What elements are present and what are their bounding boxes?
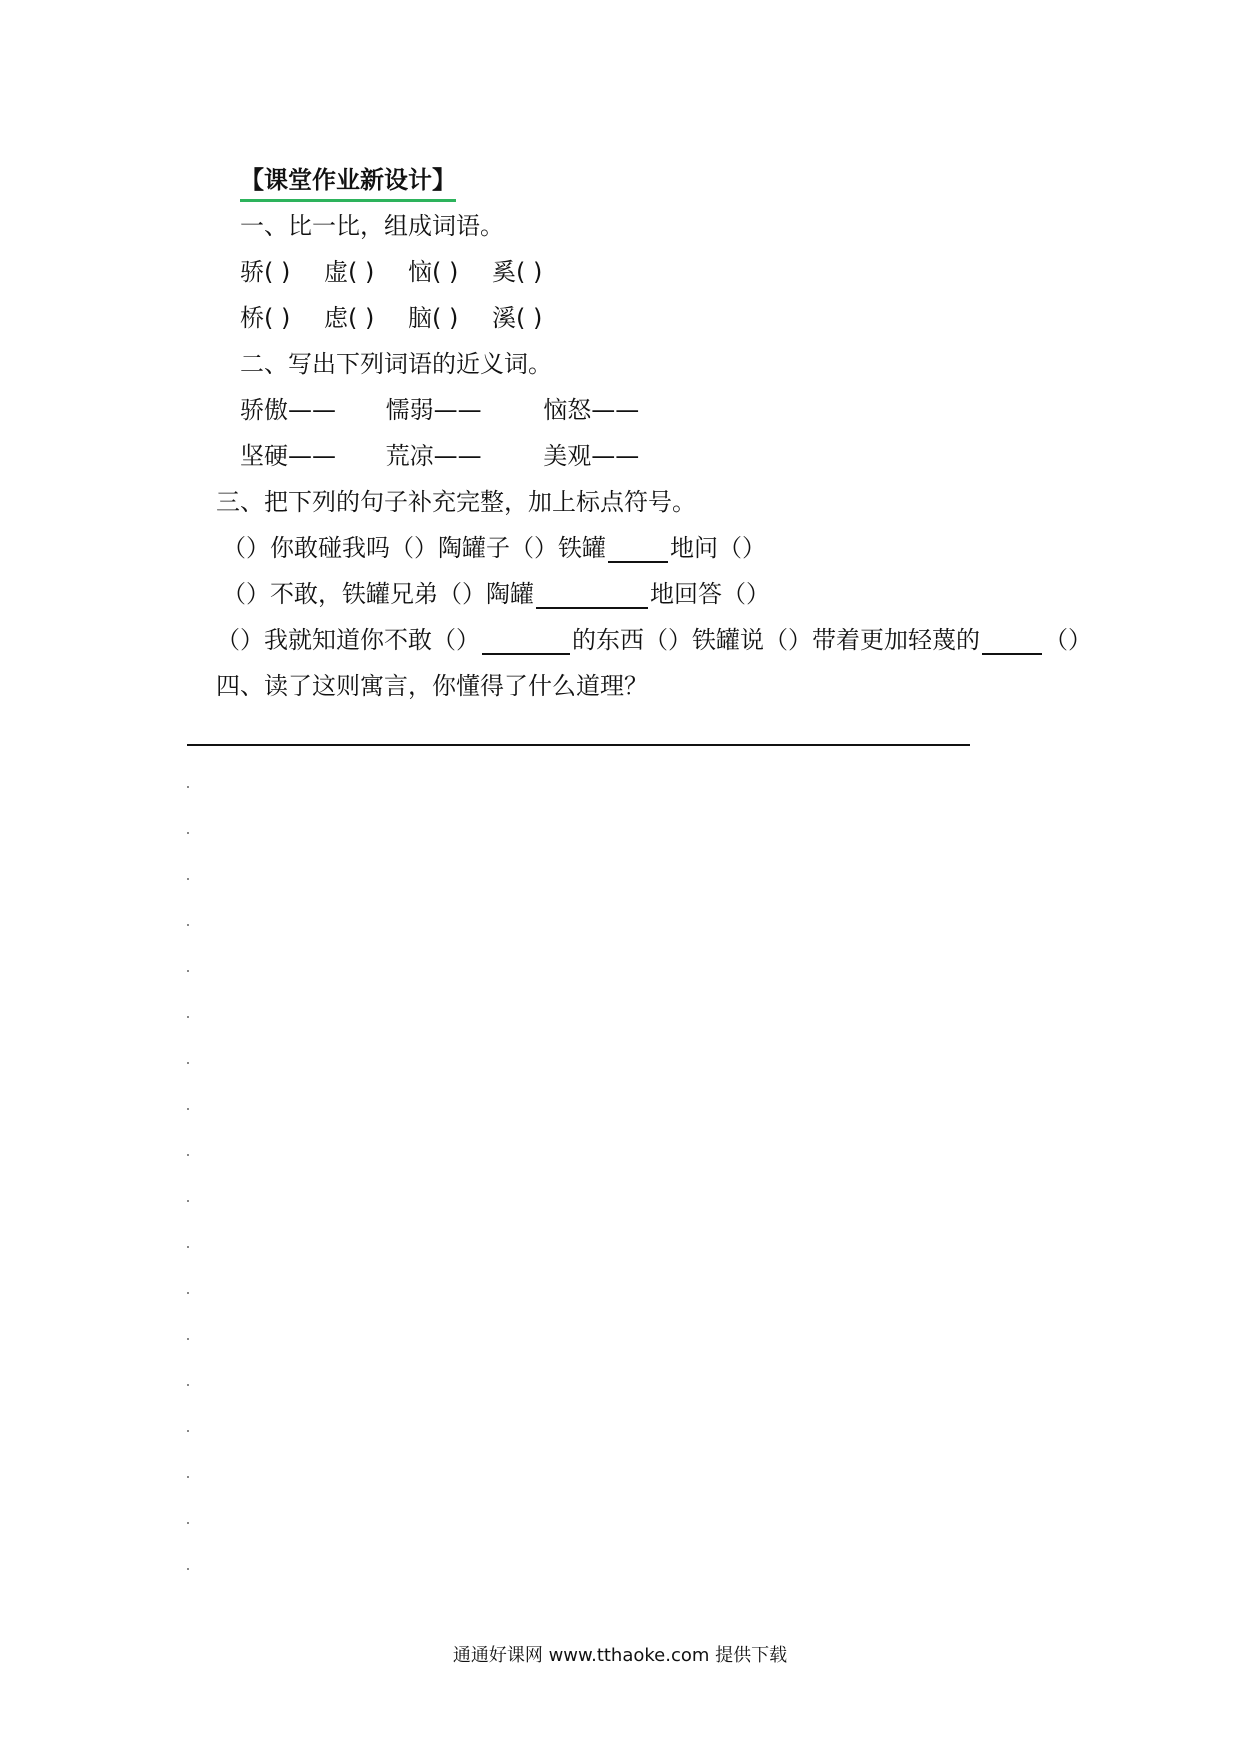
word-item: 虚( ): [324, 258, 375, 286]
margin-dot: [187, 1246, 189, 1248]
worksheet-heading: 【课堂作业新设计】: [240, 165, 456, 202]
fill-blank: [608, 537, 668, 563]
section-3-sentence-1: （）你敢碰我吗（）陶罐子（）铁罐 地问（）: [222, 534, 766, 562]
section-2-row-2: [240, 441, 639, 471]
section-2-title: 二、写出下列词语的近义词。: [240, 350, 552, 378]
word-item: 溪( ): [492, 304, 543, 332]
word-item: 脑( ): [408, 304, 459, 332]
word-item: 桥( ): [240, 304, 291, 332]
margin-dot: [187, 786, 189, 788]
margin-dot: [187, 1154, 189, 1156]
fill-blank: [982, 629, 1042, 655]
margin-dot: [187, 1292, 189, 1294]
margin-dot: [187, 1430, 189, 1432]
section-3-sentence-3: （）我就知道你不敢（） 的东西（）铁罐说（）带着更加轻蔑的 （）: [216, 626, 1092, 654]
word-item: 虑( ): [324, 304, 375, 332]
footer-credit: 通通好课网 www.tthaoke.com 提供下载: [452, 1645, 788, 1666]
synonym-item: 恼怒——: [543, 396, 640, 424]
synonym-item: 荒凉——: [385, 442, 482, 470]
margin-dot: [187, 1568, 189, 1570]
section-1-row-1: [240, 257, 542, 287]
margin-dot: [187, 1384, 189, 1386]
word-item: 奚( ): [492, 258, 543, 286]
margin-dot: [187, 1200, 189, 1202]
margin-dot: [187, 970, 189, 972]
margin-dot: [187, 1062, 189, 1064]
section-3-sentence-2: （）不敢，铁罐兄弟（）陶罐 地回答（）: [222, 580, 770, 608]
section-1-row-2: [240, 303, 542, 333]
margin-dot: [187, 924, 189, 926]
word-item: 骄( ): [240, 258, 291, 286]
word-item: 恼( ): [408, 258, 459, 286]
margin-dot: [187, 1476, 189, 1478]
margin-dot: [187, 1338, 189, 1340]
section-3-title: 三、把下列的句子补充完整，加上标点符号。: [216, 488, 696, 516]
synonym-item: 懦弱——: [385, 396, 482, 424]
section-2-row-1: [240, 395, 639, 425]
synonym-item: 坚硬——: [240, 442, 336, 470]
section-4-title: 四、读了这则寓言，你懂得了什么道理？: [216, 672, 648, 700]
synonym-item: 美观——: [543, 442, 640, 470]
answer-line: [187, 744, 970, 746]
section-1-title: 一、比一比，组成词语。: [240, 212, 504, 240]
margin-dot: [187, 1016, 189, 1018]
fill-blank: [482, 629, 570, 655]
margin-dot: [187, 1522, 189, 1524]
fill-blank: [536, 583, 648, 609]
margin-dot: [187, 878, 189, 880]
margin-dot: [187, 1108, 189, 1110]
synonym-item: 骄傲——: [240, 396, 336, 424]
margin-dot: [187, 832, 189, 834]
